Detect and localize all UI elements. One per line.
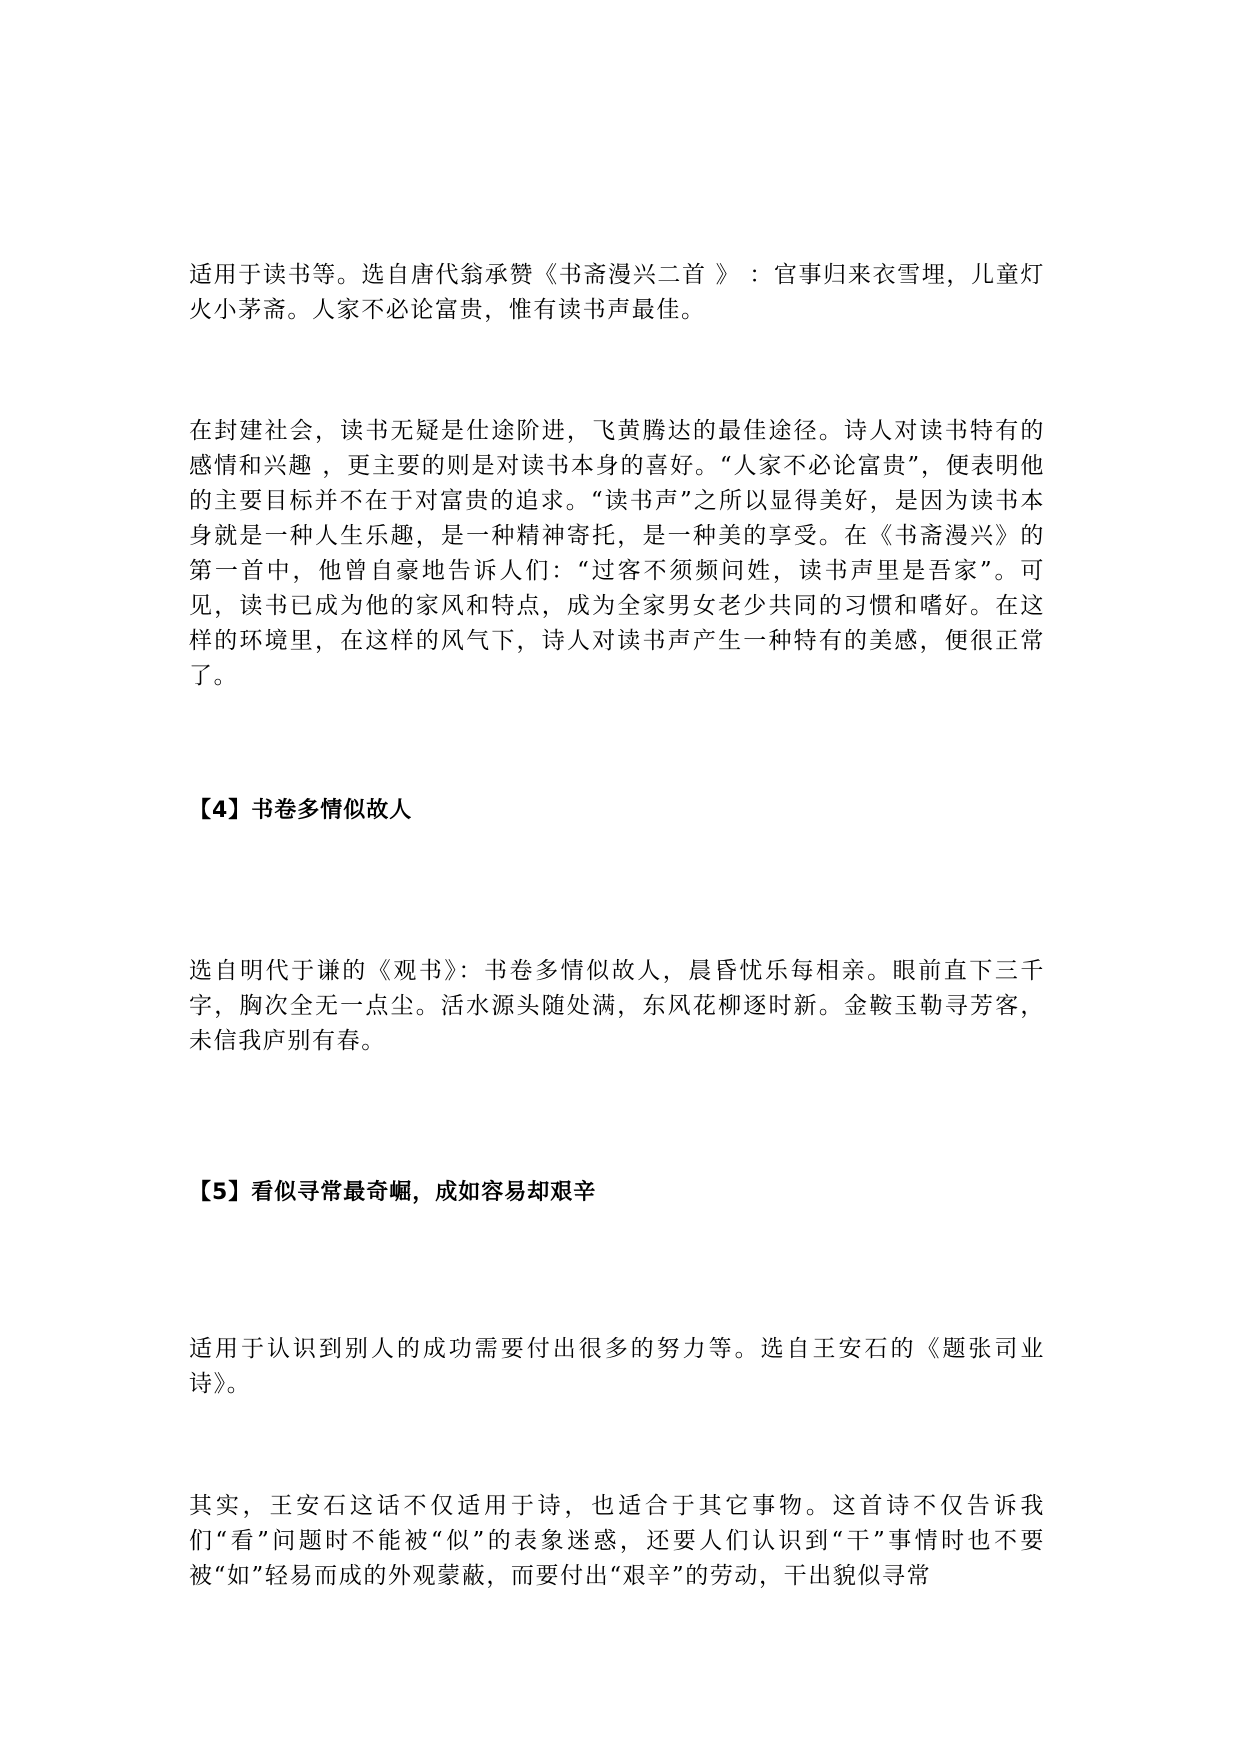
section-heading-4: 【4】书卷多情似故人 [189, 798, 413, 823]
paragraph-guanshu-poem: 选自明代于谦的《观书》：书卷多情似故人，晨昏忧乐每相亲。眼前直下三千字，胸次全无一点尘。活水源头随处满，东风花柳逐时新。金鞍玉勒寻芳客，未信我庐别有春。 [189, 958, 1045, 1054]
section-heading-5: 【5】看似寻常最奇崛，成如容易却艰辛 [189, 1180, 597, 1205]
paragraph-wang-anshi-source: 适用于认识到别人的成功需要付出很多的努力等。选自王安石的《题张司业诗》。 [189, 1336, 1045, 1397]
paragraph-wang-anshi-commentary: 其实，王安石这话不仅适用于诗，也适合于其它事物。这首诗不仅告诉我们“看”问题时不能被“似”的表象迷惑，还要人们认识到“干”事情时也不要被“如”轻易而成的外观蒙蔽，而要付出“艰辛”的劳动，干出貌似寻常 [189, 1493, 1045, 1589]
paragraph-application-reading: 适用于读书等。选自唐代翁承赞《书斋漫兴二首 》 ：官事归来衣雪埋，儿童灯火小茅斋。人家不必论富贵，惟有读书声最佳。 [189, 262, 1045, 323]
paragraph-feudal-society-reading: 在封建社会，读书无疑是仕途阶进，飞黄腾达的最佳途径。诗人对读书特有的感情和兴趣 ，更主要的则是对读书本身的喜好。“人家不必论富贵”，便表明他的主要目标并不在于对富贵的追求。“读书声”之所以显得美好，是因为读书本身就是一种人生乐趣，是一种精神寄托，是一种美的享受。在《书斋漫兴》的第一首中，他曾自豪地告诉人们：“过客不须频问姓，读书声里是吾家”。可见，读书已成为他的家风和特点，成为全家男女老少共同的习惯和嗜好。在这样的环境里，在这样的风气下，诗人对读书声产生一种特有的美感，便很正常了。 [189, 418, 1045, 689]
